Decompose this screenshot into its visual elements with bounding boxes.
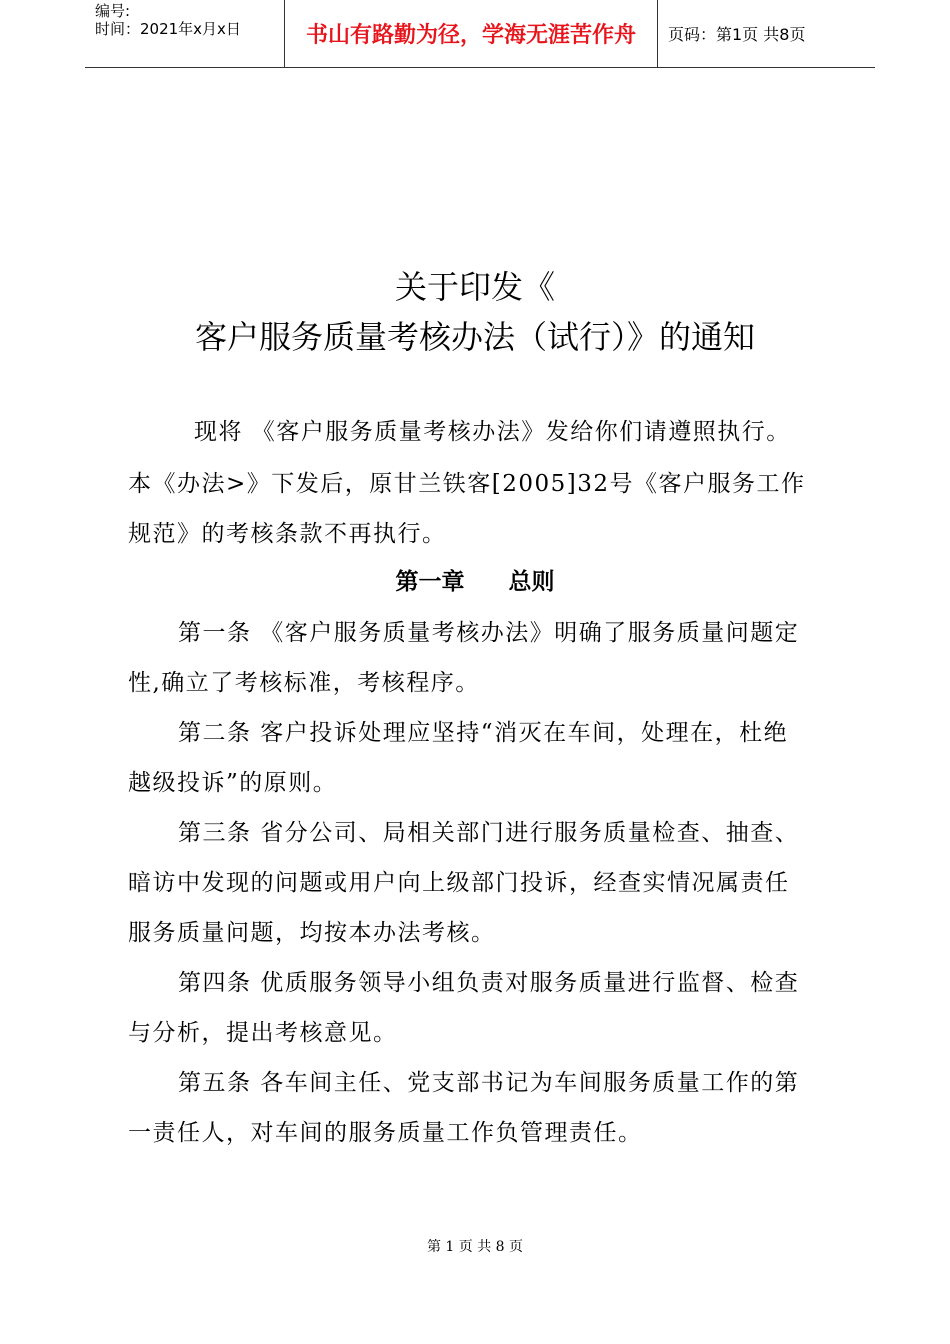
intro-line: 本《办法>》下发后，原甘兰铁客[2005]32号《客户服务工作: [128, 471, 806, 497]
article-line: 性,确立了考核标准，考核程序。: [128, 670, 480, 696]
chapter-number: 第一章: [395, 569, 465, 595]
header-motto: 书山有路勤为径，学海无涯苦作舟: [285, 0, 658, 67]
article-line: 与分析，提出考核意见。: [128, 1020, 398, 1046]
chapter-name: 总则: [508, 569, 555, 595]
page-footer: 第 1 页 共 8 页: [426, 1239, 524, 1255]
header-page-label: 页码：第1页 共8页: [668, 25, 806, 44]
article-line: 服务质量问题，均按本办法考核。: [128, 920, 496, 946]
article-line: 第二条 客户投诉处理应坚持“消灭在车间，处理在，杜绝: [178, 720, 789, 746]
date-label: 时间：2021年x月x日: [95, 20, 241, 38]
article-line: 第四条 优质服务领导小组负责对服务质量进行监督、检查: [178, 970, 800, 996]
header-meta: [85, 0, 285, 67]
article-line: 第五条 各车间主任、党支部书记为车间服务质量工作的第: [178, 1070, 800, 1096]
chapter-heading: [0, 563, 950, 596]
page-header: [85, 0, 875, 68]
article-line: 第一条 《客户服务质量考核办法》明确了服务质量问题定: [178, 620, 800, 646]
document-title-line2: 客户服务质量考核办法（试行）》的通知: [194, 318, 755, 356]
document-title-line1: 关于印发《: [394, 268, 555, 306]
article-line: 一责任人，对车间的服务质量工作负管理责任。: [128, 1120, 643, 1146]
intro-line: 现将 《客户服务质量考核办法》发给你们请遵照执行。: [194, 419, 791, 445]
intro-line: 规范》的考核条款不再执行。: [128, 521, 447, 547]
article-line: 越级投诉”的原则。: [128, 770, 338, 796]
article-line: 第三条 省分公司、局相关部门进行服务质量检查、抽查、: [178, 820, 800, 846]
number-label: 编号:: [95, 2, 131, 20]
article-line: 暗访中发现的问题或用户向上级部门投诉，经查实情况属责任: [128, 870, 790, 896]
